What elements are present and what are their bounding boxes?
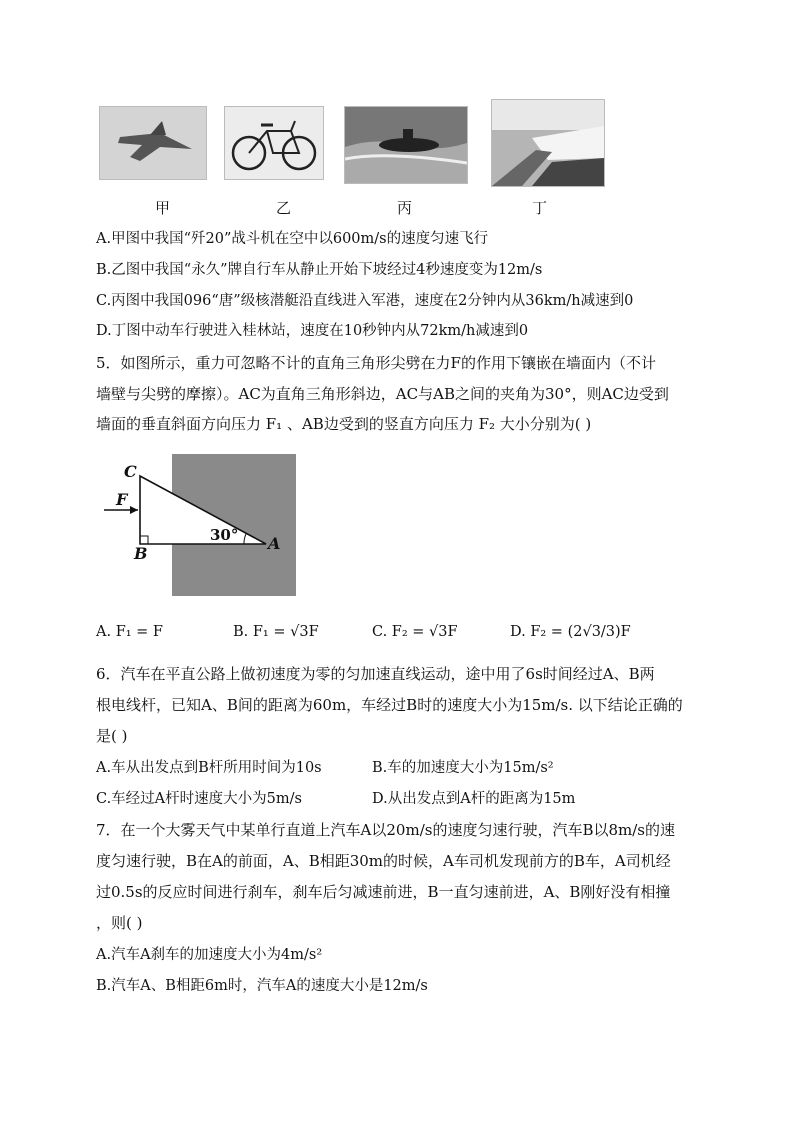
- q7-stem-line-1: 7．在一个大雾天气中某单行直道上汽车A以20m/s的速度匀速行驶，汽车B以8m/s的速: [96, 821, 675, 839]
- label-b: B: [134, 544, 148, 563]
- label-a: A: [268, 534, 281, 553]
- q7-stem-line-2: 度匀速行驶，B在A的前面，A、B相距30m的时候，A车司机发现前方的B车，A司机经: [96, 852, 671, 870]
- caption-jia: 甲: [155, 199, 171, 217]
- q7-option-a: A.汽车A刹车的加速度大小为4m/s²: [96, 947, 323, 963]
- q4-option-b: B.乙图中我国“永久”牌自行车从静止开始下坡经过4秒速度变为12m/s: [96, 262, 543, 278]
- q6-option-d: D.从出发点到A杆的距离为15m: [372, 791, 576, 807]
- bullet-train-image: [491, 99, 605, 187]
- submarine-image: [344, 106, 468, 184]
- q5-option-b: B. F₁ = √3F: [233, 624, 319, 640]
- q4-option-c: C.丙图中我国096“唐”级核潜艇沿直线进入军港，速度在2分钟内从36km/h减速到0: [96, 293, 634, 309]
- q5-option-c: C. F₂ = √3F: [372, 624, 458, 640]
- wedge-figure: [96, 450, 336, 600]
- bicycle-image: [224, 106, 324, 180]
- q4-option-a: A.甲图中我国“歼20”战斗机在空中以600m/s的速度匀速飞行: [96, 231, 489, 247]
- q7-option-b: B.汽车A、B相距6m时，汽车A的速度大小是12m/s: [96, 978, 428, 994]
- q5-stem-line-2: 墙壁与尖劈的摩擦）。AC为直角三角形斜边，AC与AB之间的夹角为30°，则AC边受到: [96, 385, 669, 403]
- q6-option-c: C.车经过A杆时速度大小为5m/s: [96, 791, 302, 807]
- q5-stem-line-1: 5．如图所示，重力可忽略不计的直角三角形尖劈在力F的作用下镶嵌在墙面内（不计: [96, 354, 656, 372]
- q4-option-d: D.丁图中动车行驶进入桂林站，速度在10秒钟内从72km/h减速到0: [96, 323, 529, 339]
- caption-yi: 乙: [276, 199, 292, 217]
- q5-option-a: A. F₁ = F: [96, 624, 163, 640]
- q6-stem-line-1: 6．汽车在平直公路上做初速度为零的匀加速直线运动，途中用了6s时间经过A、B两: [96, 665, 655, 683]
- label-f: F: [116, 490, 128, 509]
- q7-stem-line-4: ，则( ): [96, 914, 143, 932]
- q6-stem-line-2: 根电线杆，已知A、B间的距离为60m，车经过B时的速度大小为15m/s. 以下结论正确的: [96, 696, 683, 714]
- q6-stem-line-3: 是( ): [96, 727, 128, 745]
- q5-option-d: D. F₂ = (2√3/3)F: [510, 624, 631, 640]
- q6-option-a: A.车从出发点到B杆所用时间为10s: [96, 760, 322, 776]
- caption-bing: 丙: [397, 199, 413, 217]
- q5-stem-line-3: 墙面的垂直斜面方向压力 F₁ 、AB边受到的竖直方向压力 F₂ 大小分别为( ): [96, 415, 592, 433]
- fighter-jet-image: [99, 106, 207, 180]
- q6-option-b: B.车的加速度大小为15m/s²: [372, 760, 554, 776]
- label-c: C: [124, 462, 137, 481]
- label-angle: 30°: [210, 526, 239, 544]
- caption-ding: 丁: [532, 199, 548, 217]
- q7-stem-line-3: 过0.5s的反应时间进行刹车，刹车后匀减速前进，B一直匀速前进，A、B刚好没有相撞: [96, 883, 671, 901]
